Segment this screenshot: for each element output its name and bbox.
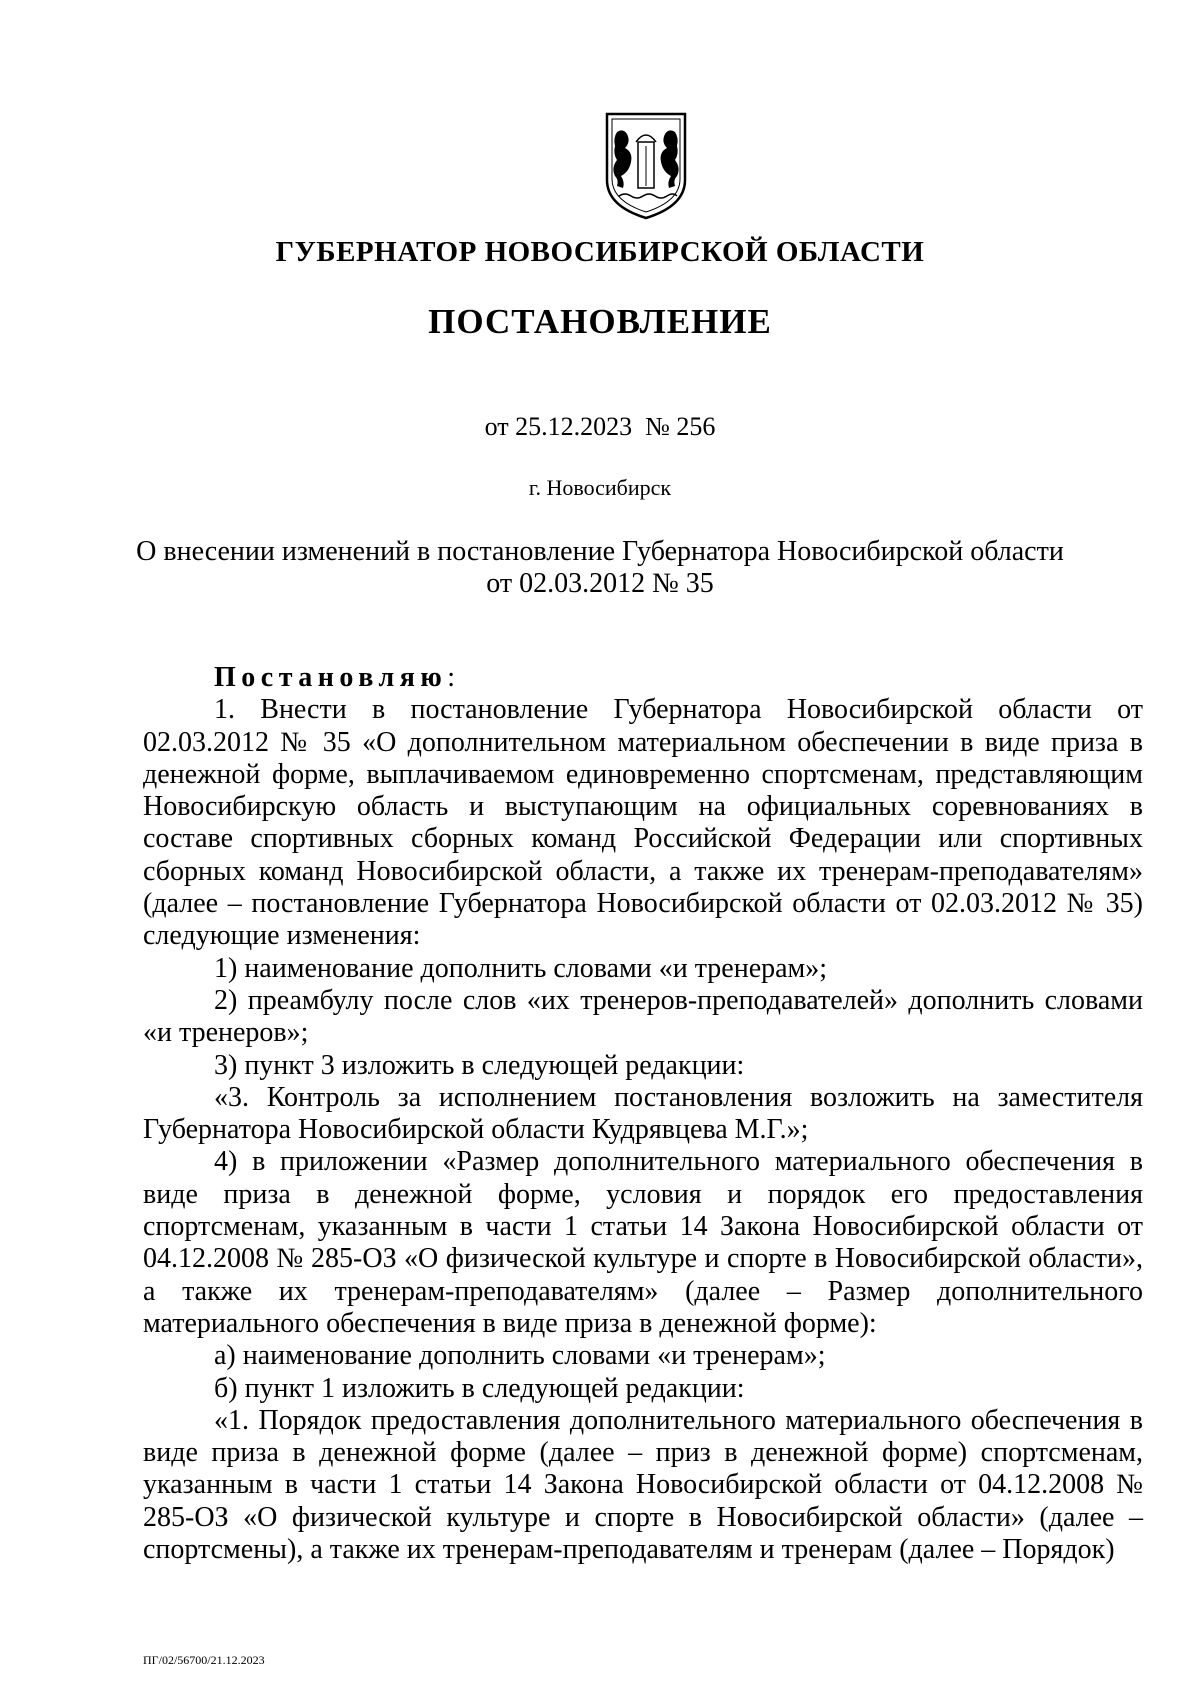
organization-title: ГУБЕРНАТОР НОВОСИБИРСКОЙ ОБЛАСТИ bbox=[275, 236, 925, 268]
paragraph: б) пункт 1 изложить в следующей редакции: bbox=[214, 1372, 745, 1404]
subject-line-1: О внесении изменений в постановление Губернатора Новосибирской области bbox=[136, 536, 1064, 567]
decree-number: № 256 bbox=[645, 412, 716, 441]
decree-colon: : bbox=[447, 662, 456, 693]
decree-date-line bbox=[0, 412, 1200, 442]
subject-line-2: от 02.03.2012 № 35 bbox=[486, 568, 714, 599]
document-code: ПГ/02/56700/21.12.2023 bbox=[143, 1653, 265, 1667]
paragraph: 2) преамбулу после слов «их тренеров-преподавателей» дополнить словами «и тренеров»; bbox=[143, 984, 1143, 1049]
decree-heading bbox=[143, 662, 1143, 694]
document-type: ПОСТАНОВЛЕНИЕ bbox=[428, 302, 772, 341]
decree-date: от 25.12.2023 bbox=[484, 412, 633, 441]
coat-of-arms-icon bbox=[603, 110, 689, 222]
paragraph: 3) пункт 3 изложить в следующей редакции: bbox=[214, 1049, 745, 1081]
paragraph: 4) в приложении «Размер дополнительного материального обеспечения в виде приза в денежной форме, условия и порядок его предоставления спортсменам, указанным в части 1 статьи 14 Закона Новосибирской области от 04.12.2008 № 285-ОЗ «О физической культуре и спорте в Новосибирской области», а также их тренерам-преподавателям» (далее – Размер дополнительного материального обеспечения в виде приза в денежной форме): bbox=[143, 1146, 1143, 1339]
paragraph: 1) наименование дополнить словами «и тренерам»; bbox=[214, 952, 828, 984]
document-body bbox=[143, 662, 1143, 1566]
paragraph: «3. Контроль за исполнением постановления возложить на заместителя Губернатора Новосибирской области Кудрявцева М.Г.»; bbox=[143, 1081, 1143, 1146]
paragraph: а) наименование дополнить словами «и тренерам»; bbox=[214, 1340, 826, 1372]
paragraph: 1. Внести в постановление Губернатора Новосибирской области от 02.03.2012 № 35 «О дополнительном материальном обеспечении в виде приза в денежной форме, выплачиваемом единовременно спортсменам, представляющим Новосибирскую область и выступающим на официальных соревнованиях в составе спортивных сборных команд Российской Федерации или спортивных сборных команд Новосибирской области, а также их тренерам-преподавателям» (далее – постановление Губернатора Новосибирской области от 02.03.2012 № 35) следующие изменения: bbox=[143, 694, 1143, 952]
decree-word: Постановляю bbox=[214, 662, 448, 693]
document-subject bbox=[100, 536, 1100, 600]
city: г. Новосибирск bbox=[528, 475, 672, 500]
paragraph: «1. Порядок предоставления дополнительного материального обеспечения в виде приза в денежной форме (далее – приз в денежной форме) спортсменам, указанным в части 1 статьи 14 Закона Новосибирской области от 04.12.2008 № 285-ОЗ «О физической культуре и спорте в Новосибирской области» (далее – спортсмены), а также их тренерам-преподавателям и тренерам (далее – Порядок) bbox=[143, 1404, 1143, 1566]
